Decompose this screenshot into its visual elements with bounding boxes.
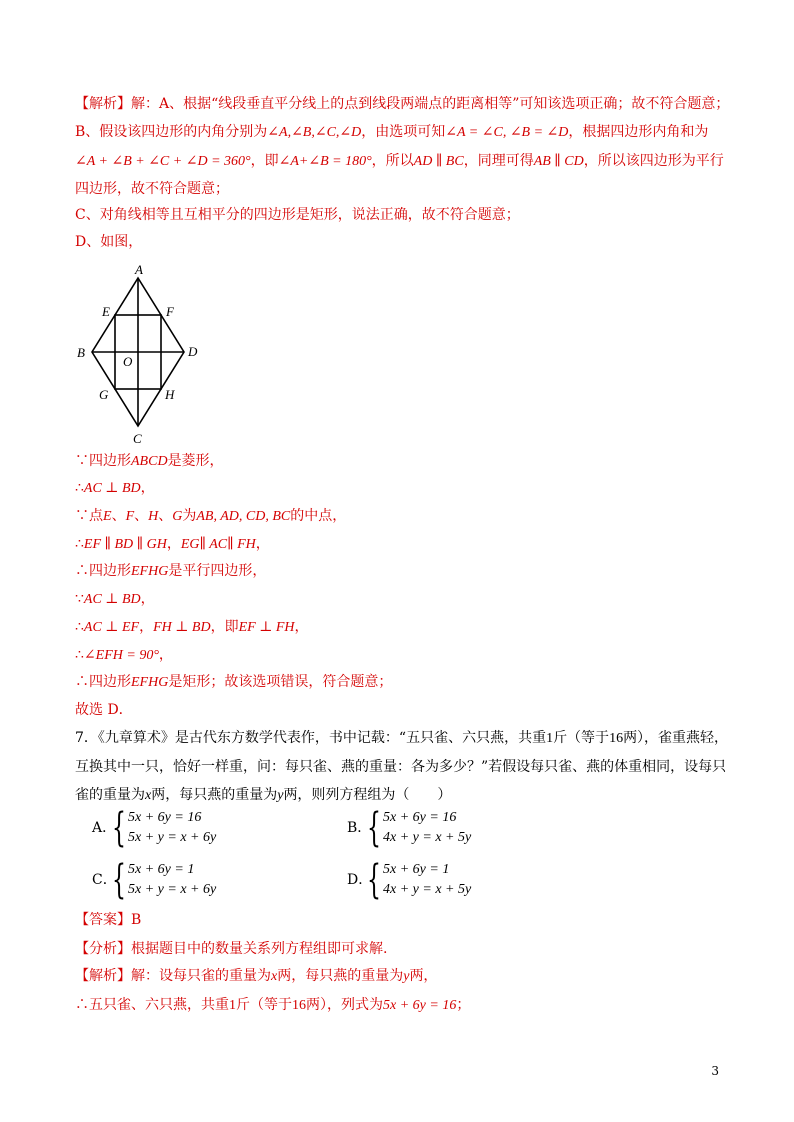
equation-2: 4x + y = x + 5y <box>383 882 472 897</box>
analysis-text: 根据题目中的数量关系列方程组即可求解. <box>131 941 388 957</box>
text: 斤（等于 <box>236 997 292 1013</box>
math: EFHG <box>131 564 169 579</box>
equation-1: 5x + 6y = 1 <box>383 862 450 877</box>
text: ，即 <box>250 153 279 169</box>
proof-line-6 <box>75 589 155 610</box>
page-number: 3 <box>711 1064 719 1078</box>
math: 5x + 6y = 16 <box>383 998 457 1013</box>
math: 1 <box>229 998 236 1013</box>
math: AB, AD, CD, BC <box>196 509 291 524</box>
text: 解：设每只雀的重量为 <box>131 968 271 984</box>
proof-line-7 <box>75 617 309 638</box>
solution-line-1 <box>75 966 437 987</box>
math: x <box>145 788 152 803</box>
math: y <box>277 788 284 803</box>
analysis-summary-line <box>75 939 387 959</box>
analysis-line-5: C、对角线相等且互相平分的四边形是矩形，说法正确，故不符合题意； <box>75 207 520 223</box>
math: y <box>403 969 410 984</box>
text: 两， <box>409 968 438 984</box>
analysis-line-1 <box>75 94 729 114</box>
text: ∵四边形 <box>75 453 131 469</box>
analysis-line-3 <box>75 151 724 172</box>
math: 16 <box>609 731 624 746</box>
math: AC ⊥ EF <box>83 620 140 635</box>
math: ∠A,∠B,∠C,∠D <box>267 125 362 140</box>
text: 是矩形；故该选项错误，符合题意； <box>168 674 393 690</box>
text: 斤（等于 <box>553 730 610 746</box>
math: AB ∥ CD <box>533 154 584 169</box>
text: 、 <box>134 508 149 524</box>
proof-line-4 <box>75 534 270 555</box>
text: ∴ <box>75 536 84 552</box>
text: ，由选项可知 <box>361 124 446 140</box>
math: ∠A+∠B = 180° <box>278 154 372 169</box>
math: FH ⊥ BD <box>153 620 211 635</box>
text: 两），列式为 <box>306 997 383 1013</box>
text: ∵点 <box>75 508 103 524</box>
text: 两），雀重燕轻， <box>623 730 729 746</box>
label-c: C <box>133 431 142 446</box>
text: ，所以该四边形为平行 <box>583 153 724 169</box>
equation-1: 5x + 6y = 1 <box>128 862 195 877</box>
math: EF ⊥ FH <box>238 620 295 635</box>
equation-2: 5x + y = x + 6y <box>128 830 217 845</box>
math: x <box>271 969 278 984</box>
text: ∴四边形 <box>75 674 131 690</box>
equation-2: 4x + y = x + 5y <box>383 830 472 845</box>
text: ， <box>255 536 270 552</box>
text: ∴四边形 <box>75 563 131 579</box>
text: 、 <box>111 508 126 524</box>
text: ； <box>456 997 471 1013</box>
proof-line-2 <box>75 478 155 499</box>
text: ， <box>158 647 173 663</box>
math: AC ⊥ BD <box>83 481 141 496</box>
text: 是平行四边形， <box>168 563 267 579</box>
text: ， <box>166 536 181 552</box>
text: 两，每只燕的重量为 <box>277 968 404 984</box>
question-7-line-2: 互换其中一只，恰好一样重，问：每只雀、燕的重量：各为多少？”若假设每只雀、燕的体重相同，设每只 <box>75 759 727 775</box>
text: ， <box>140 480 155 496</box>
equation-1: 5x + 6y = 16 <box>128 810 202 825</box>
math: H <box>148 509 159 524</box>
label-h: H <box>165 387 175 402</box>
text: 两，则列方程组为（ ） <box>283 787 452 803</box>
rhombus-figure <box>72 262 212 446</box>
answer-line <box>75 910 141 930</box>
text: 是菱形， <box>167 453 224 469</box>
math: AD ∥ BC <box>413 154 464 169</box>
math: ∠EFH = 90° <box>83 648 159 663</box>
solution-tag: 【解析】 <box>75 968 131 984</box>
text: ，即 <box>210 619 239 635</box>
brace-icon: { <box>367 805 381 851</box>
math: F <box>125 509 135 524</box>
math: E <box>103 509 112 524</box>
text: 两，每只燕的重量为 <box>151 787 278 803</box>
proof-line-1 <box>75 451 224 472</box>
brace-icon: { <box>112 857 126 903</box>
answer-value: B <box>131 912 142 928</box>
text: ∴五只雀、六只燕，共重 <box>75 997 229 1013</box>
option-label: C． <box>92 872 117 888</box>
text: ，根据四边形内角和为 <box>568 124 709 140</box>
text: ， <box>294 619 309 635</box>
text: ，所以 <box>371 153 414 169</box>
analysis-text: 解：A、根据“线段垂直平分线上的点到线段两端点的距离相等”可知该选项正确；故不符合题意； <box>131 96 730 112</box>
math: EF ∥ BD ∥ GH <box>83 537 167 552</box>
analysis-line-6: D、如图， <box>75 234 143 250</box>
option-label: B． <box>347 820 372 836</box>
proof-line-5 <box>75 561 266 582</box>
label-a: A <box>135 262 143 277</box>
equation-1: 5x + 6y = 16 <box>383 810 457 825</box>
text: 、 <box>158 508 173 524</box>
question-7-line-3 <box>75 785 451 806</box>
option-label: D． <box>347 872 373 888</box>
math: ABCD <box>131 454 168 469</box>
label-d: D <box>188 344 198 359</box>
text: ，同理可得 <box>463 153 534 169</box>
proof-line-9 <box>75 672 392 693</box>
math: ∠A = ∠C, ∠B = ∠D <box>445 125 569 140</box>
proof-conclusion: 故选 D． <box>75 702 133 718</box>
label-e: E <box>102 304 110 319</box>
text: 为 <box>182 508 197 524</box>
text: ， <box>139 619 154 635</box>
brace-icon: { <box>367 857 381 903</box>
text: ∴ <box>75 619 84 635</box>
math: EG∥ AC∥ FH <box>180 537 256 552</box>
text: ∵ <box>75 591 84 607</box>
answer-tag: 【答案】 <box>75 912 131 928</box>
proof-line-8 <box>75 645 173 666</box>
text: 7．《九章算术》是古代东方数学代表作，书中记载：“五只雀、六只燕，共重 <box>75 730 547 746</box>
question-7-line-1 <box>75 728 728 749</box>
brace-icon: { <box>112 805 126 851</box>
math: AC ⊥ BD <box>83 592 141 607</box>
text: B、假设该四边形的内角分别为 <box>75 124 268 140</box>
analysis-line-2 <box>75 122 708 143</box>
label-f: F <box>166 304 174 319</box>
label-g: G <box>99 387 109 402</box>
analysis-tag: 【分析】 <box>75 941 131 957</box>
proof-line-3 <box>75 506 346 527</box>
solution-line-2 <box>75 995 470 1016</box>
label-o: O <box>123 354 133 369</box>
text: ∴ <box>75 647 84 663</box>
math: 1 <box>546 731 554 746</box>
analysis-tag: 【解析】 <box>75 96 131 112</box>
math: G <box>172 509 183 524</box>
equation-2: 5x + y = x + 6y <box>128 882 217 897</box>
option-label: A． <box>92 820 117 836</box>
math: ∠A + ∠B + ∠C + ∠D = 360° <box>75 154 251 169</box>
text: ∴ <box>75 480 84 496</box>
math: EFHG <box>131 675 169 690</box>
analysis-line-4: 四边形，故不符合题意； <box>75 181 229 197</box>
text: 的中点， <box>290 508 347 524</box>
math: 16 <box>292 998 306 1013</box>
label-b: B <box>77 345 85 360</box>
text: ， <box>140 591 155 607</box>
text: 雀的重量为 <box>75 787 145 803</box>
